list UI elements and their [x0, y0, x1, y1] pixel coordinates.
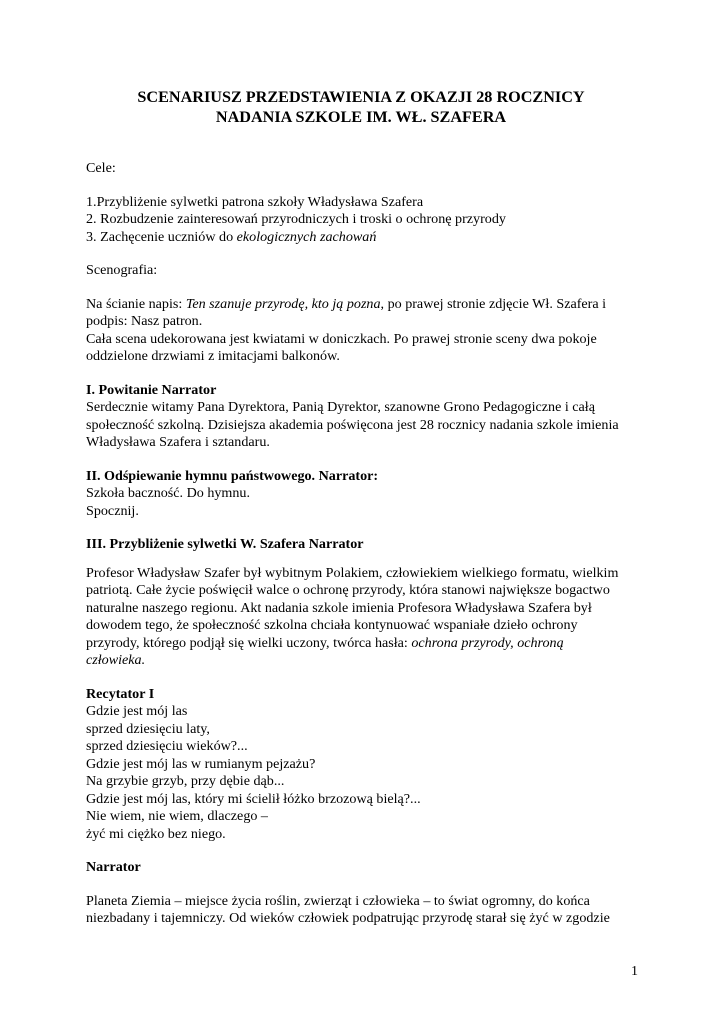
scenography-line-3: Cała scena udekorowana jest kwiatami w doniczkach. Po prawej stronie sceny dwa pokoje: [86, 330, 597, 347]
poem-line-5: Na grzybie grzyb, przy dębie dąb...: [86, 773, 285, 789]
title-line-1: SCENARIUSZ PRZEDSTAWIENIA Z OKAZJI 28 ROCZNICY: [137, 88, 585, 106]
goal-item-1: 1.Przybliżenie sylwetki patrona szkoły Władysława Szafera: [86, 193, 424, 210]
scenography-line-2: podpis: Nasz patron.: [86, 313, 203, 329]
scenography-line-4: oddzielone drzwiami z imitacjami balkonów.: [86, 348, 340, 364]
poem-line-1: Gdzie jest mój las: [86, 703, 188, 719]
section-3-line-1: Profesor Władysław Szafer był wybitnym Polakiem, człowiekiem wielkiego formatu, wielkim: [86, 564, 619, 581]
scenography-line-1: [86, 296, 637, 314]
section-3-line-4: dowodem tego, że społeczność szkolna chciała kontynuować wspaniałe dzieło ochrony: [86, 617, 578, 633]
document-title: [86, 88, 636, 127]
section-3-line-6: człowieka.: [86, 652, 146, 668]
section-2-line-1: Szkoła baczność. Do hymnu.: [86, 485, 250, 501]
narrator-line-1: Planeta Ziemia – miejsce życia roślin, zwierząt i człowieka – to świat ogromny, do końca: [86, 892, 590, 909]
section-2-line-2: Spocznij.: [86, 502, 139, 519]
section-1-line-3: Władysława Szafera i sztandaru.: [86, 434, 270, 450]
section-3-line-3: naturalne naszego regionu. Akt nadania szkole imienia Profesora Władysława Szafera był: [86, 599, 592, 616]
document-body: [86, 160, 637, 928]
goal-item-3-text: 3. Zachęcenie uczniów do: [86, 228, 237, 245]
recitation-heading: Recytator I: [86, 685, 155, 702]
poem-line-6: Gdzie jest mój las, który mi ścielił łóżko brzozową bielą?...: [86, 790, 421, 807]
section-3-line-5: [86, 635, 637, 653]
poem-line-4: Gdzie jest mój las w rumianym pejzażu?: [86, 755, 316, 772]
scenography-heading: Scenografia:: [86, 262, 158, 278]
goals-heading: Cele:: [86, 160, 116, 176]
goal-item-3: [86, 229, 637, 247]
section-3-line-2: patriotą. Całe życie poświęcił walce o ochronę przyrody, która stanowi największe bogactwo: [86, 582, 610, 598]
section-1-line-2: społeczność szkolną. Dzisiejsza akademia poświęcona jest 28 rocznicy nadania szkole imienia: [86, 416, 619, 433]
scenography-line-1-prefix: Na ścianie napis:: [86, 295, 186, 312]
poem-line-3: sprzed dziesięciu wieków?...: [86, 738, 248, 754]
title-line-2: NADANIA SZKOLE IM. WŁ. SZAFERA: [215, 107, 507, 126]
poem-line-7: Nie wiem, nie wiem, dlaczego –: [86, 808, 268, 824]
narrator-line-2: niezbadany i tajemniczy. Od wieków człowiek podpatrując przyrodę starał się żyć w zgodzie: [86, 910, 610, 926]
poem-line-8: żyć mi ciężko bez niego.: [86, 825, 226, 842]
section-1-heading: I. Powitanie Narrator: [86, 381, 217, 398]
narrator-heading: Narrator: [86, 859, 141, 875]
scenography-line-1-suffix: , po prawej stronie zdjęcie Wł. Szafera i: [380, 295, 607, 312]
goal-item-3-italic: ekologicznych zachowań: [236, 228, 377, 245]
section-3-motto: ochrona przyrody, ochroną: [411, 634, 564, 651]
section-3-heading: III. Przybliżenie sylwetki W. Szafera Narrator: [86, 536, 364, 552]
goal-item-2: 2. Rozbudzenie zainteresowań przyrodniczych i troski o ochronę przyrody: [86, 211, 506, 227]
scenography-inscription: Ten szanuje przyrodę, kto ją pozna: [185, 295, 381, 312]
section-2-heading: II. Odśpiewanie hymnu państwowego. Narrator:: [86, 467, 379, 484]
section-3-line-5-prefix: przyrody, którego podjął się wielki uczony, twórca hasła:: [86, 634, 412, 651]
poem-line-2: sprzed dziesięciu laty,: [86, 720, 210, 737]
section-1-line-1: Serdecznie witamy Pana Dyrektora, Panią Dyrektor, szanowne Grono Pedagogiczne i całą: [86, 399, 595, 415]
page-number: 1: [631, 964, 638, 979]
